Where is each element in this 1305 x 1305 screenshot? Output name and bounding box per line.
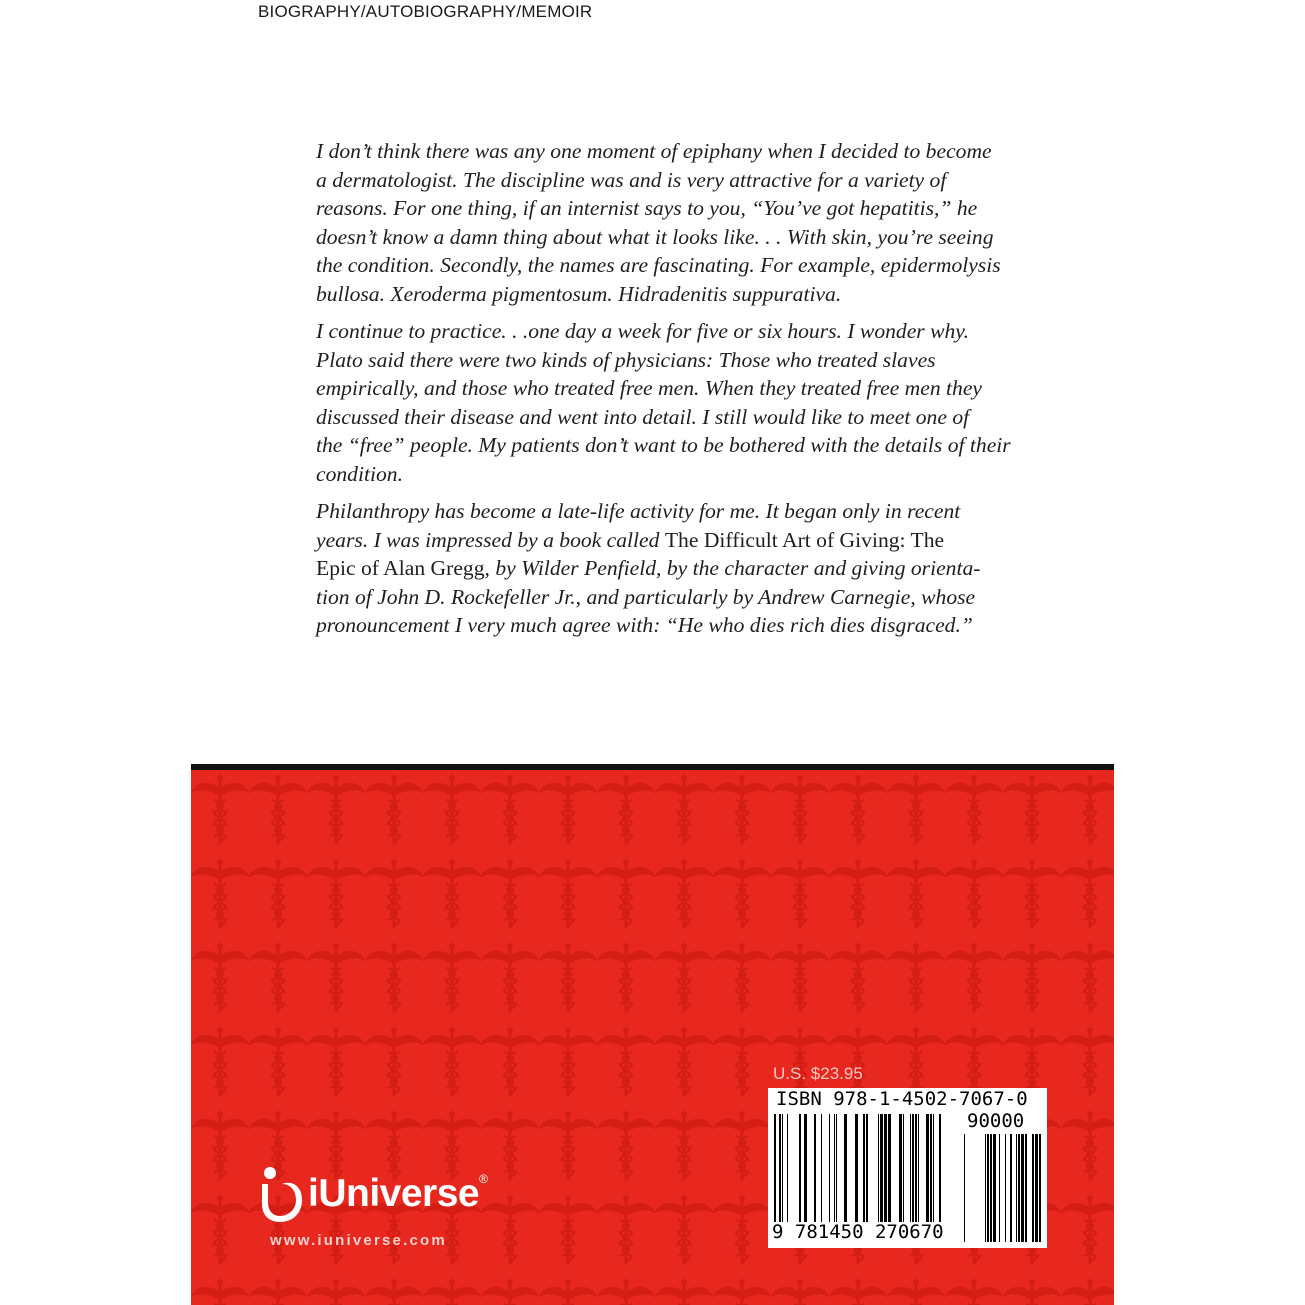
blurb-line: condition. <box>316 461 403 486</box>
publisher-name <box>308 1172 487 1216</box>
barcode-bar <box>1032 1134 1034 1242</box>
blurb-text: years. I was impressed by a book called <box>316 527 665 552</box>
barcode-bar <box>774 1114 776 1222</box>
price-label: U.S. $23.95 <box>773 1064 863 1083</box>
publisher-website: www.iuniverse.com <box>270 1232 447 1249</box>
blurb-paragraph-1 <box>316 137 1001 308</box>
book-title-reference: Epic of Alan Gregg <box>316 556 485 580</box>
barcode-bar <box>1010 1134 1012 1242</box>
barcode-bar <box>985 1134 986 1242</box>
barcode-bar <box>987 1134 989 1242</box>
barcode-bar <box>999 1134 1000 1242</box>
barcode-bar <box>899 1114 902 1222</box>
barcode-bar <box>863 1114 865 1222</box>
barcode-bar <box>990 1134 992 1242</box>
barcode-bar <box>814 1114 816 1222</box>
blurb-line: empirically, and those who treated free men. When they treated free men they <box>316 376 983 400</box>
barcode-bar <box>930 1114 932 1222</box>
barcode-bar <box>1021 1134 1024 1242</box>
blurb-line: a dermatologist. The discipline was and is very attractive for a variety of <box>316 167 947 192</box>
barcode-bar <box>918 1114 919 1222</box>
barcode-bar <box>787 1114 788 1222</box>
barcode-bar <box>1005 1134 1006 1242</box>
barcode-bar <box>926 1114 929 1222</box>
barcode-bar <box>964 1134 965 1242</box>
barcode-bar <box>799 1114 801 1222</box>
blurb-line: the condition. Secondly, the names are fascinating. For example, epidermolysis <box>316 253 1001 277</box>
barcode-bar <box>1018 1134 1020 1242</box>
blurb-line: doesn’t know a damn thing about what it looks like. . . With skin, you’re seeing <box>316 224 994 249</box>
barcode-bar <box>821 1114 822 1222</box>
barcode-bar <box>912 1114 914 1222</box>
barcode-bar <box>829 1114 830 1222</box>
barcode-bar <box>844 1114 847 1222</box>
barcode-bar <box>915 1114 917 1222</box>
barcode-bar <box>782 1114 783 1222</box>
blurb-line <box>316 554 988 583</box>
blurb-text: , by Wilder Penfield, by the character and giving orienta- <box>484 556 981 580</box>
barcode-bar <box>880 1114 883 1222</box>
barcode-bar <box>1035 1134 1038 1242</box>
publisher-name-text: iUniverse <box>308 1172 480 1215</box>
blurb-paragraph-2 <box>316 317 1011 488</box>
barcode-bar <box>993 1134 996 1242</box>
blurb-line: reasons. For one thing, if an internist says to you, “You’ve got hepatitis,” he <box>316 196 978 220</box>
blurb-line: bullosa. Xeroderma pigmentosum. Hidradenitis suppurativa. <box>316 281 842 306</box>
back-cover-blurb <box>316 137 1011 649</box>
blurb-line: I continue to practice. . .one day a week for five or six hours. I wonder why. <box>316 319 970 343</box>
barcode-bar <box>779 1114 781 1222</box>
barcode-bar <box>903 1114 904 1222</box>
blurb-line <box>316 526 988 555</box>
blurb-line: pronouncement I very much agree with: “He who dies rich dies disgraced.” <box>316 613 973 637</box>
iuniverse-logo-icon <box>256 1164 310 1224</box>
registered-mark: ® <box>479 1172 488 1186</box>
barcode-bar <box>884 1114 887 1222</box>
book-category: BIOGRAPHY/AUTOBIOGRAPHY/MEMOIR <box>258 2 593 21</box>
isbn-label: ISBN 978-1-4502-7067-0 <box>776 1088 1028 1110</box>
barcode-bar <box>939 1114 941 1222</box>
barcode-bar <box>834 1114 835 1222</box>
barcode-bar <box>910 1114 911 1222</box>
barcode-bar <box>855 1114 858 1222</box>
blurb-line: I don’t think there was any one moment of epiphany when I decided to become <box>316 139 992 163</box>
barcode-bar <box>1039 1134 1041 1242</box>
barcode-bar <box>888 1114 891 1222</box>
barcode-bar <box>866 1114 868 1222</box>
blurb-line: Plato said there were two kinds of physicians: Those who treated slaves <box>316 347 936 372</box>
blurb-line: tion of John D. Rockefeller Jr., and particularly by Andrew Carnegie, whose <box>316 584 976 609</box>
barcode-bar <box>933 1114 934 1222</box>
barcode-bar <box>1016 1134 1017 1242</box>
blurb-paragraph-3 <box>316 497 988 640</box>
addon-code: 90000 <box>967 1110 1025 1132</box>
isbn-barcode <box>768 1088 1047 1248</box>
blurb-line: Philanthropy has become a late-life activity for me. It began only in recent <box>316 499 961 523</box>
barcode-bar <box>1025 1134 1027 1242</box>
iuniverse-logo <box>256 1164 526 1224</box>
barcode-bar <box>836 1114 837 1222</box>
ean-digits: 9 781450 270670 <box>772 1221 944 1243</box>
blurb-line: the “free” people. My patients don’t want to be bothered with the details of their <box>316 433 1011 457</box>
barcode-bar <box>804 1114 807 1222</box>
book-title-reference: The Difficult Art of Giving: The <box>664 527 945 552</box>
blurb-line: discussed their disease and went into detail. I still would like to meet one of <box>316 404 970 429</box>
barcode-bar <box>878 1114 879 1222</box>
